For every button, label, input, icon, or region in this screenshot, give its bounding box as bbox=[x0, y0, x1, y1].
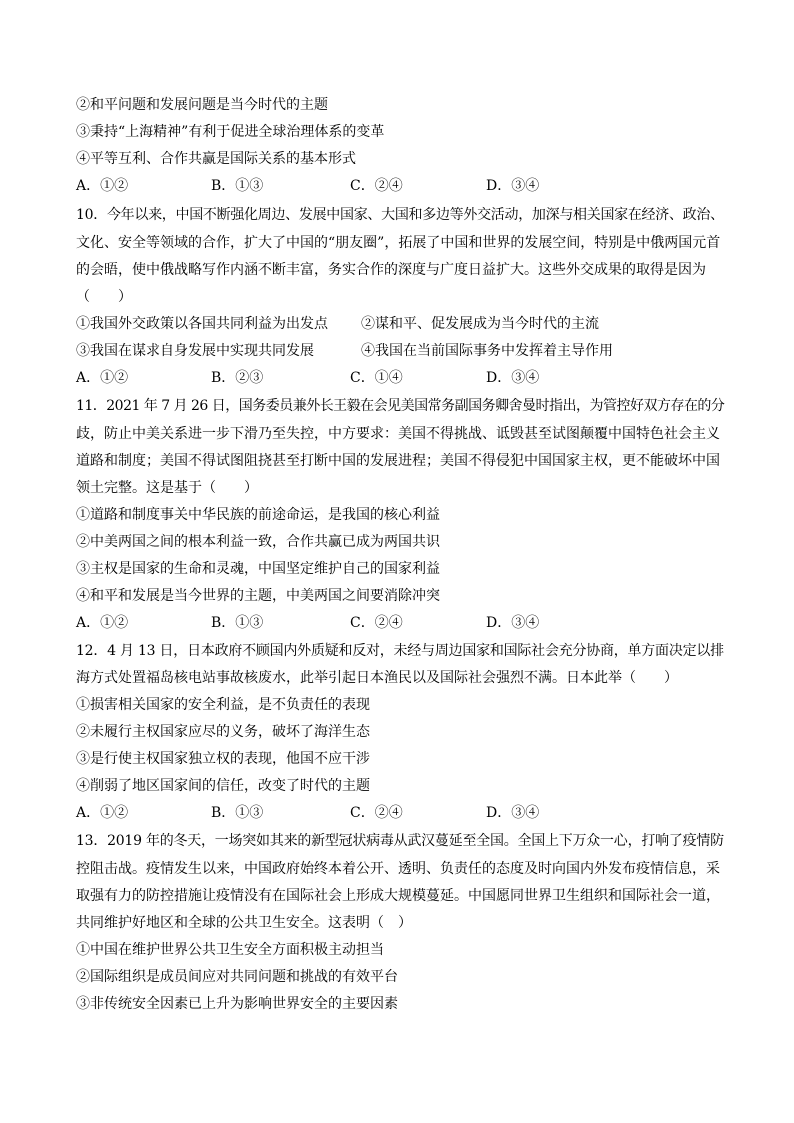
q13-choice-2: ②国际组织是成员间应对共同问题和挑战的有效平台 bbox=[76, 969, 398, 985]
q12-option-a: A．①② bbox=[76, 805, 129, 821]
q10-choices-row-1 bbox=[76, 315, 716, 333]
q11-stem-line-3: 道路和制度；美国不得试图阻挠甚至打断中国的发展进程；美国不得侵犯中国国家主权，更不能破坏中国 bbox=[76, 453, 720, 469]
q11-choice-2: ②中美两国之间的根本利益一致，合作共赢已成为两国共识 bbox=[76, 534, 440, 550]
q9-option-b: B．①③ bbox=[211, 178, 264, 194]
q10-choice-4: ④我国在当前国际事务中发挥着主导作用 bbox=[361, 343, 613, 359]
q13-stem-line-1: 13．2019 年的冬天，一场突如其来的新型冠状病毒从武汉蔓延至全国。全国上下万众一心，打响了疫情防 bbox=[76, 833, 724, 849]
q11-options bbox=[76, 614, 636, 632]
q11-choice-1: ①道路和制度事关中华民族的前途命运，是我国的核心利益 bbox=[76, 507, 440, 523]
q10-choice-1: ①我国外交政策以各国共同利益为出发点 bbox=[76, 316, 328, 332]
q9-choice-4: ④平等互利、合作共赢是国际关系的基本形式 bbox=[76, 151, 356, 167]
q12-choice-3: ③是行使主权国家独立权的表现，他国不应干涉 bbox=[76, 751, 370, 767]
q11-choice-4: ④和平和发展是当今世界的主题，中美两国之间要消除冲突 bbox=[76, 588, 440, 604]
q9-option-c: C．②④ bbox=[350, 178, 403, 194]
q11-stem-line-1: 11．2021 年 7 月 26 日，国务委员兼外长王毅在会见美国常务副国务卿舍曼时指出，为管控好双方存在的分 bbox=[76, 398, 725, 414]
q13-stem-line-4: 共同维护好地区和全球的公共卫生安全。这表明（ ） bbox=[76, 915, 412, 931]
q11-stem-line-2: 歧，防止中美关系进一步下滑乃至失控，中方要求：美国不得挑战、诋毁甚至试图颠覆中国特色社会主义 bbox=[76, 426, 720, 442]
q10-option-b: B．②③ bbox=[211, 370, 264, 386]
q13-choice-3: ③非传统安全因素已上升为影响世界安全的主要因素 bbox=[76, 996, 398, 1012]
q10-stem-line-1: 10．今年以来，中国不断强化周边、发展中国家、大国和多边等外交活动，加深与相关国家在经济、政治、 bbox=[76, 207, 724, 223]
q9-option-a: A．①② bbox=[76, 178, 129, 194]
q12-stem-line-2: 海方式处置福岛核电站事故核废水，此举引起日本渔民以及国际社会强烈不满。日本此举（ ） bbox=[76, 670, 678, 686]
q10-option-c: C．①④ bbox=[350, 370, 403, 386]
q12-choice-1: ①损害相关国家的安全利益，是不负责任的表现 bbox=[76, 697, 370, 713]
q10-choice-2: ②谋和平、促发展成为当今时代的主流 bbox=[361, 316, 599, 332]
q10-options bbox=[76, 369, 636, 387]
q11-choice-3: ③主权是国家的生命和灵魂，中国坚定维护自己的国家利益 bbox=[76, 561, 440, 577]
q12-option-d: D．③④ bbox=[486, 805, 540, 821]
q10-choices-row-2 bbox=[76, 342, 716, 360]
q12-choice-4: ④削弱了地区国家间的信任，改变了时代的主题 bbox=[76, 778, 370, 794]
q11-option-c: C．②④ bbox=[350, 615, 403, 631]
q12-options bbox=[76, 804, 636, 822]
q13-stem-line-3: 取强有力的防控措施让疫情没有在国际社会上形成大规模蔓延。中国愿同世界卫生组织和国际社会一道， bbox=[76, 888, 720, 904]
q12-choice-2: ②未履行主权国家应尽的义务，破坏了海洋生态 bbox=[76, 724, 370, 740]
q11-option-a: A．①② bbox=[76, 615, 129, 631]
q11-option-d: D．③④ bbox=[486, 615, 540, 631]
q11-option-b: B．①③ bbox=[211, 615, 264, 631]
q10-stem-line-3: 的会晤，使中俄战略写作内涵不断丰富，务实合作的深度与广度日益扩大。这些外交成果的取得是因为 bbox=[76, 262, 706, 278]
q12-option-c: C．②④ bbox=[350, 805, 403, 821]
q11-stem-line-4: 领土完整。这是基于（ ） bbox=[76, 480, 258, 496]
q12-stem-line-1: 12．4 月 13 日，日本政府不顾国内外质疑和反对，未经与周边国家和国际社会充分协商，单方面决定以排 bbox=[76, 643, 724, 659]
q12-option-b: B．①③ bbox=[211, 805, 264, 821]
q13-stem-line-2: 控阻击战。疫情发生以来，中国政府始终本着公开、透明、负责任的态度及时向国内外发布疫情信息，采 bbox=[76, 861, 720, 877]
q10-option-d: D．③④ bbox=[486, 370, 540, 386]
q10-option-a: A．①② bbox=[76, 370, 129, 386]
q9-option-d: D．③④ bbox=[486, 178, 540, 194]
q13-choice-1: ①中国在维护世界公共卫生安全方面积极主动担当 bbox=[76, 942, 384, 958]
q10-stem-line-2: 文化、安全等领域的合作，扩大了中国的“朋友圈”，拓展了中国和世界的发展空间，特别是中俄两国元首 bbox=[76, 235, 721, 251]
q9-choice-2: ②和平问题和发展问题是当今时代的主题 bbox=[76, 97, 328, 113]
q9-choice-3: ③秉持“上海精神”有利于促进全球治理体系的变革 bbox=[76, 124, 385, 140]
q10-choice-3: ③我国在谋求自身发展中实现共同发展 bbox=[76, 343, 314, 359]
q10-stem-line-4: （ ） bbox=[76, 289, 132, 305]
q9-options bbox=[76, 177, 636, 195]
